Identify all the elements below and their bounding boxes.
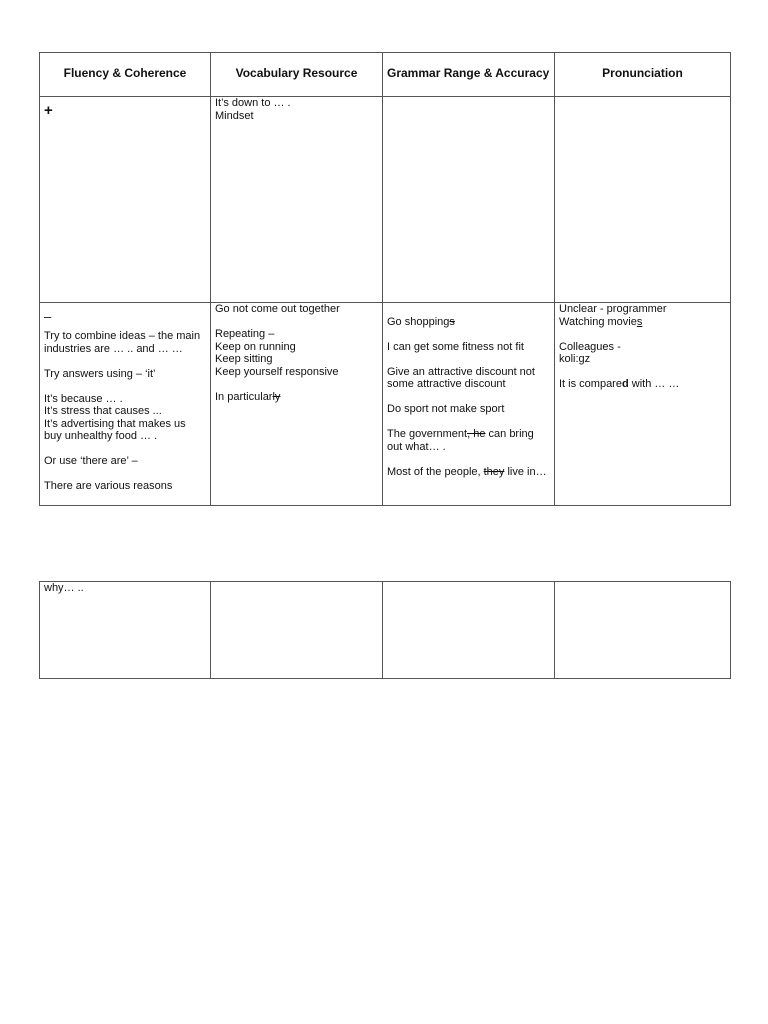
- fluency-combine: Try to combine ideas – the main industries are … .. and … …: [44, 330, 201, 355]
- fluency-advertising: It’s advertising that makes us buy unhealthy food … .: [44, 417, 186, 442]
- minus-symbol: –: [44, 309, 52, 324]
- vocab-particularly: In particularly: [215, 390, 281, 403]
- header-pronunciation: Pronunciation: [555, 53, 731, 97]
- fluency-why: why… ..: [44, 582, 84, 594]
- fluency-because: It’s because … .: [44, 392, 123, 405]
- fluency-reasons: There are various reasons: [44, 480, 173, 492]
- pron-colleagues: Colleagues -: [559, 340, 621, 353]
- continuation-vocabulary-cell: [211, 582, 383, 679]
- plus-symbol: +: [44, 102, 53, 119]
- positive-row: [40, 97, 731, 303]
- fluency-answers-it: Try answers using – ‘it’: [44, 367, 156, 380]
- vocab-keep-responsive: Keep yourself responsive: [215, 365, 339, 378]
- positive-grammar-cell: [383, 97, 555, 303]
- vocab-repeating: Repeating –: [215, 328, 275, 340]
- negative-fluency-cell: [40, 303, 211, 506]
- header-row: [40, 53, 731, 97]
- vocab-come-out: Go not come out together: [215, 303, 340, 315]
- pron-movies: Watching movies: [559, 315, 643, 328]
- continuation-row: [40, 582, 731, 679]
- vocab-keep-sitting: Keep sitting: [215, 353, 273, 365]
- header-fluency: Fluency & Coherence: [40, 53, 211, 97]
- continuation-pronunciation-cell: [555, 582, 731, 679]
- grammar-fitness: I can get some fitness not fit: [387, 340, 524, 353]
- negative-grammar-cell: [383, 303, 555, 506]
- positive-fluency-cell: [40, 97, 211, 303]
- grammar-shopping: Go shoppings: [387, 315, 455, 328]
- negative-pronunciation-cell: [555, 303, 731, 506]
- pron-phonetic: koli:gz: [559, 353, 591, 365]
- continuation-table: [39, 581, 731, 679]
- grammar-discount: Give an attractive discount not some attractive discount: [387, 365, 535, 390]
- continuation-grammar-cell: [383, 582, 555, 679]
- continuation-fluency-cell: [40, 582, 211, 679]
- grammar-people: Most of the people, they live in…: [387, 465, 547, 478]
- vocab-keep-running: Keep on running: [215, 340, 296, 353]
- negative-vocabulary-cell: [211, 303, 383, 506]
- positive-vocabulary-cell: [211, 97, 383, 303]
- pron-unclear: Unclear - programmer: [559, 303, 667, 315]
- vocab-mindset: Mindset: [215, 109, 254, 122]
- fluency-there-are: Or use ‘there are’ –: [44, 455, 138, 467]
- header-vocabulary: Vocabulary Resource: [211, 53, 383, 97]
- feedback-table: [39, 52, 731, 506]
- negative-row: [40, 303, 731, 506]
- grammar-government: The government, he can bring out what… .: [387, 428, 534, 453]
- positive-pronunciation-cell: [555, 97, 731, 303]
- pron-compared: It is compared with … …: [559, 378, 680, 390]
- fluency-stress: It’s stress that causes ...: [44, 405, 162, 417]
- header-grammar: Grammar Range & Accuracy: [383, 53, 555, 97]
- vocab-down-to: It’s down to … .: [215, 97, 291, 109]
- grammar-sport: Do sport not make sport: [387, 403, 505, 415]
